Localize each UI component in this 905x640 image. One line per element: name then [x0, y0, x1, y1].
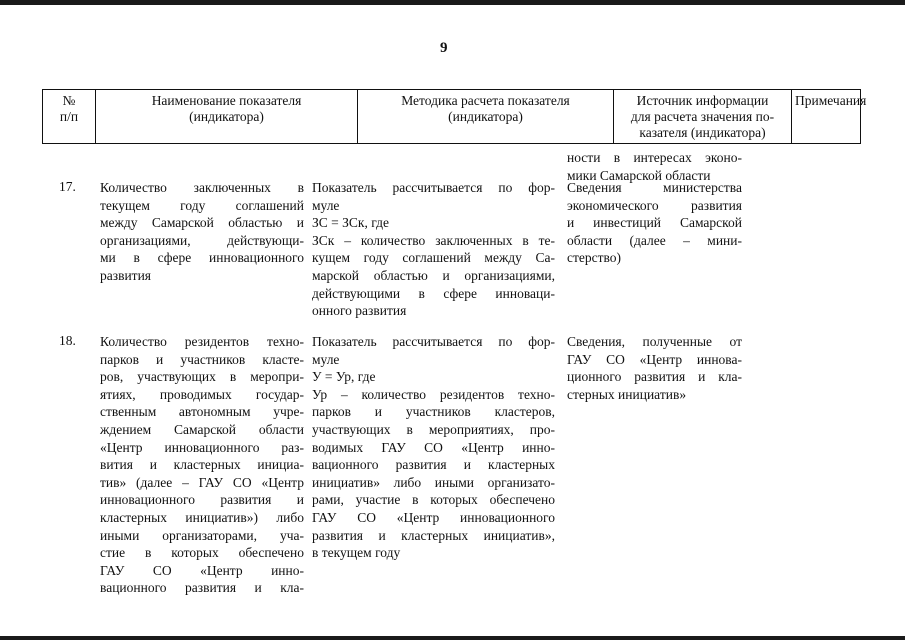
header-number: № п/п	[43, 90, 96, 144]
row-18-method: Показатель рассчитывается по фор- муле У = Ур, где Ур – количество резидентов техно- парков и участников кластеров, участвующих в мероприятиях, про- водимых ГАУ СО «Центр инно- вационного развития и кластерных инициатив» либо иными организато- рами, участие в которых обеспечено ГАУ СО «Центр инновационного развития и кластерных инициатив», в текущем году	[312, 334, 555, 561]
header-notes: Примечания	[792, 90, 861, 144]
carryover-source-text: ности в интересах эконо- мики Самарской области	[567, 150, 742, 183]
header-source: Источник информации для расчета значения по- казателя (индикатора)	[614, 90, 792, 144]
header-method: Методика расчета показателя (индикатора)	[358, 90, 614, 144]
row-18-indicator-name: Количество резидентов техно- парков и участников класте- ров, участвующих в меропри- ятиях, проводимых государ- ственным автономным учре- ждением Самарской области «Центр инновационного раз- вития и кластерных инициа- тив» (далее – ГАУ СО «Центр инновационного развития и кластерных инициатив») либо иными организаторами, уча- стие в которых обеспечено ГАУ СО «Центр инно- вационного развития и кла-	[100, 334, 304, 596]
scan-top-edge	[0, 0, 905, 5]
table-header	[42, 89, 867, 144]
row-17-indicator-name: Количество заключенных в текущем году соглашений между Самарской областью и организациями, действующи- ми в сфере инновационного развития	[100, 180, 304, 283]
row-17-method: Показатель рассчитывается по фор- муле ЗС = ЗСк, где ЗСк – количество заключенных в те- кущем году соглашений между Са- марской областью и организациями, действующими в сфере инноваци- онного развития	[312, 180, 555, 319]
row-17-number: 17.	[59, 179, 76, 194]
page-number: 9	[440, 40, 448, 56]
scan-bottom-edge	[0, 636, 905, 640]
row-18-source: Сведения, полученные от ГАУ СО «Центр иннова- ционного развития и кла- стерных инициатив»	[567, 334, 742, 402]
row-17-source: Сведения министерства экономического развития и инвестиций Самарской области (далее – мини- стерство)	[567, 180, 742, 266]
header-indicator-name: Наименование показателя (индикатора)	[96, 90, 358, 144]
row-18-number: 18.	[59, 333, 76, 348]
